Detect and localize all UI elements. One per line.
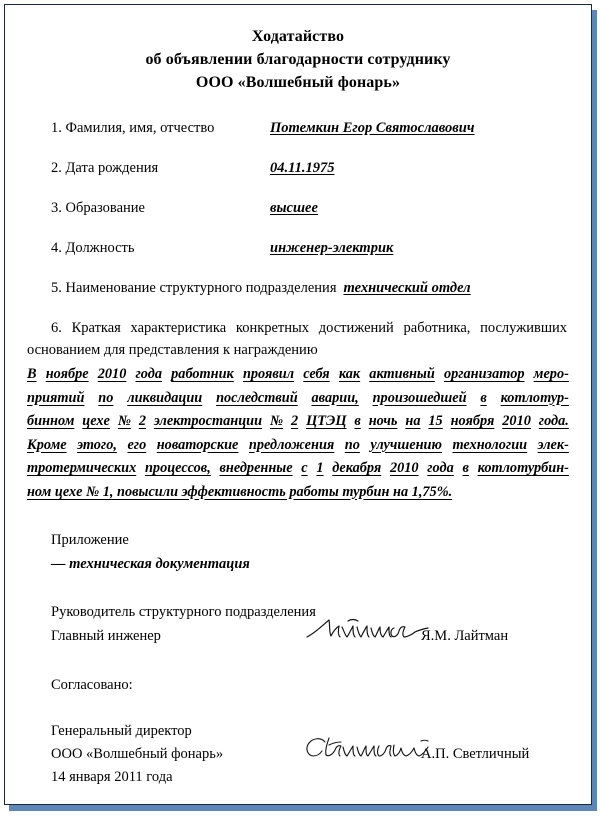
employee-fields	[27, 120, 569, 297]
field-value-department: технический отдел	[343, 280, 471, 296]
appendix-title: Приложение	[51, 532, 129, 548]
achievements-text	[27, 363, 569, 504]
field-row-education	[27, 200, 569, 217]
approval-label: Согласовано:	[51, 677, 133, 693]
document-frame	[4, 4, 592, 805]
field-value-position: инженер-электрик	[270, 240, 394, 256]
director-role-row	[51, 720, 569, 743]
document-title	[27, 25, 569, 94]
title-line-2: об объявлении благодарности сотруднику	[145, 51, 451, 68]
field-label-department: 5. Наименование структурного подразделения	[51, 280, 337, 296]
field-label-education: 3. Образование	[51, 200, 145, 216]
manager-role: Главный инженер	[51, 628, 161, 644]
achievements-line: В ноябре 2010 года работник проявил себя как активный организатор меро-	[27, 366, 569, 382]
field-value-education: высшее	[270, 200, 318, 216]
director-signature-row	[51, 743, 569, 766]
department-head-label	[51, 600, 569, 624]
manager-signature-row	[51, 624, 569, 648]
field-row-department	[27, 280, 569, 297]
director-signature-block	[27, 720, 569, 789]
manager-name: Я.М. Лайтман	[421, 628, 509, 644]
field-value-full-name: Потемкин Егор Святославович	[270, 120, 475, 136]
department-head-text: Руководитель структурного подразделения	[51, 604, 316, 620]
field-row-full-name	[27, 120, 569, 137]
field-value-birth-date: 04.11.1975	[270, 160, 335, 176]
achievements-line: Кроме этого, его новаторские предложения по улучшению технологии элек-	[27, 436, 569, 453]
appendix-item: — техническая документация	[51, 556, 250, 572]
field-label-birth-date: 2. Дата рождения	[51, 160, 159, 176]
achievements-line: бинном цехе № 2 электростанции № 2 ЦТЭЦ в ночь на 15 ноября 2010 года.	[27, 413, 569, 429]
achievements-line: тротермических процессов, внедренные с 1 декабря 2010 года в котлотурбин-	[27, 460, 569, 476]
achievements-line: ном цехе № 1, повысили эффективность работы турбин на 1,75%.	[27, 483, 453, 500]
field-label-full-name: 1. Фамилия, имя, отчество	[51, 120, 215, 136]
achievements-line: приятий по ликвидации последствий аварии, произошедшей в котлотур-	[27, 389, 569, 406]
achievements-intro: 6. Краткая характеристика конкретных достижений работника, послуживших основанием для представления к награждению	[27, 320, 567, 358]
director-date-row	[51, 766, 569, 789]
director-name: А.П. Светличный	[421, 746, 530, 762]
field-row-position	[27, 240, 569, 257]
achievements-section	[27, 317, 569, 504]
field-label-position: 4. Должность	[51, 240, 135, 256]
manager-signature-block	[27, 600, 569, 648]
title-line-1: Ходатайство	[251, 28, 345, 45]
title-line-3: ООО «Волшебный фонарь»	[195, 74, 401, 91]
appendix-section	[27, 528, 569, 576]
document-body	[5, 5, 591, 804]
document-date: 14 января 2011 года	[51, 769, 173, 785]
field-row-birth-date	[27, 160, 569, 177]
director-company: ООО «Волшебный фонарь»	[51, 746, 224, 762]
director-role: Генеральный директор	[51, 723, 192, 739]
